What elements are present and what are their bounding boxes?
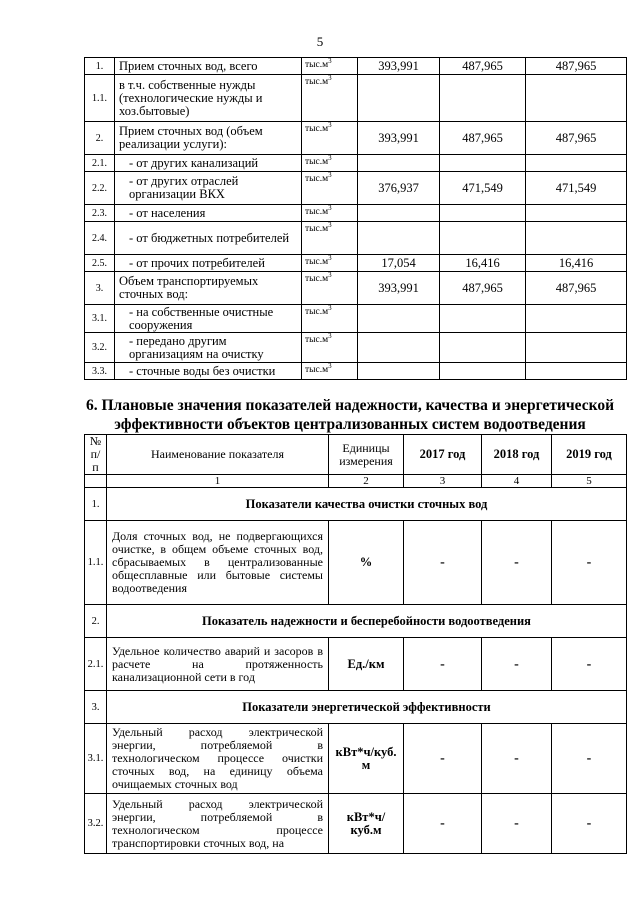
unit-text: тыс.м: [305, 77, 329, 87]
row-number: 1.1.: [85, 521, 107, 605]
value-cell-2: 471,549: [440, 172, 526, 205]
header-year-2: 2018 год: [482, 435, 552, 475]
row-unit: [302, 305, 358, 333]
section-number: 2.: [85, 605, 107, 638]
row-number: 2.5.: [85, 255, 115, 272]
row-unit: [302, 122, 358, 155]
header-name: Наименование показателя: [107, 435, 329, 475]
unit-text: тыс.м: [305, 257, 329, 267]
value-cell-3: [526, 305, 627, 333]
year-value-3: -: [552, 794, 627, 854]
row-name: - от других отраслей организации ВКХ: [115, 172, 302, 205]
table-row: [85, 172, 627, 205]
year-value-3: -: [552, 521, 627, 605]
year-value-3: -: [552, 724, 627, 794]
table-row: [85, 305, 627, 333]
year-value-1: -: [404, 794, 482, 854]
value-cell-2: 16,416: [440, 255, 526, 272]
indicator-unit: %: [329, 521, 404, 605]
unit-text: тыс.м: [305, 124, 329, 134]
unit-superscript: 3: [328, 153, 332, 162]
value-cell-3: [526, 363, 627, 380]
value-cell-1: [358, 205, 440, 222]
section-heading-line-2: эффективности объектов централизованных систем водоотведения: [114, 416, 586, 433]
value-cell-2: [440, 222, 526, 255]
column-number: 2: [329, 475, 404, 488]
value-cell-2: [440, 305, 526, 333]
year-value-2: -: [482, 724, 552, 794]
row-name: - от других канализаций: [115, 155, 302, 172]
section-row: [85, 691, 627, 724]
value-cell-3: 471,549: [526, 172, 627, 205]
section-title: Показатели энергетической эффективности: [107, 691, 627, 724]
table-row: [85, 724, 627, 794]
row-number: 2.1.: [85, 155, 115, 172]
indicator-unit: кВт*ч/куб. м: [329, 724, 404, 794]
year-value-1: -: [404, 724, 482, 794]
row-name: Объем транспортируемых сточных вод:: [115, 272, 302, 305]
section-number: 3.: [85, 691, 107, 724]
value-cell-3: [526, 75, 627, 122]
table-row: [85, 75, 627, 122]
row-name: - передано другим организациям на очистку: [115, 333, 302, 363]
row-number: 3.: [85, 272, 115, 305]
value-cell-1: 376,937: [358, 172, 440, 205]
table-row: [85, 794, 627, 854]
table-row: [85, 363, 627, 380]
unit-text: тыс.м: [305, 307, 329, 317]
section-title: Показатели качества очистки сточных вод: [107, 488, 627, 521]
section-heading: [70, 396, 630, 434]
value-cell-3: 487,965: [526, 58, 627, 75]
unit-text: тыс.м: [305, 335, 329, 345]
section-heading-line-1: 6. Плановые значения показателей надежности, качества и энергетической: [85, 397, 615, 414]
row-number: 2.3.: [85, 205, 115, 222]
value-cell-1: [358, 305, 440, 333]
row-number: 3.2.: [85, 794, 107, 854]
table-row: [85, 255, 627, 272]
row-number: 2.: [85, 122, 115, 155]
row-name: - от прочих потребителей: [115, 255, 302, 272]
value-cell-2: [440, 333, 526, 363]
row-number: 2.1.: [85, 638, 107, 691]
year-value-2: -: [482, 521, 552, 605]
header-year-1: 2017 год: [404, 435, 482, 475]
indicators-table: [84, 434, 627, 854]
row-unit: [302, 222, 358, 255]
table-row: [85, 222, 627, 255]
value-cell-1: [358, 333, 440, 363]
indicator-description: Удельный расход электрической энергии, потребляемой в технологическом процессе очистки сточных вод, на единицу объема очищаемых сточных вод: [107, 724, 329, 794]
unit-superscript: 3: [328, 361, 332, 370]
year-value-1: -: [404, 521, 482, 605]
value-cell-1: [358, 222, 440, 255]
value-cell-2: 487,965: [440, 122, 526, 155]
unit-text: тыс.м: [305, 157, 329, 167]
column-number: 3: [404, 475, 482, 488]
row-unit: [302, 205, 358, 222]
value-cell-1: 393,991: [358, 122, 440, 155]
value-cell-3: [526, 222, 627, 255]
value-cell-1: [358, 155, 440, 172]
row-number: 3.3.: [85, 363, 115, 380]
header-unit: Единицы измерения: [329, 435, 404, 475]
section-row: [85, 605, 627, 638]
row-unit: [302, 333, 358, 363]
wastewater-volume-table: [84, 57, 627, 380]
row-unit: [302, 155, 358, 172]
column-number-empty: [85, 475, 107, 488]
row-name: - от населения: [115, 205, 302, 222]
table-row: [85, 638, 627, 691]
header-year-3: 2019 год: [552, 435, 627, 475]
value-cell-1: 393,991: [358, 272, 440, 305]
page-number: 5: [316, 34, 324, 49]
unit-superscript: 3: [328, 203, 332, 212]
row-name: Прием сточных вод, всего: [115, 58, 302, 75]
unit-text: тыс.м: [305, 60, 329, 70]
header-row: [85, 435, 627, 475]
row-number: 1.: [85, 58, 115, 75]
table-row: [85, 122, 627, 155]
unit-superscript: 3: [328, 170, 332, 179]
table-row: [85, 155, 627, 172]
row-unit: [302, 272, 358, 305]
section-row: [85, 488, 627, 521]
indicator-unit: кВт*ч/куб.м: [329, 794, 404, 854]
row-unit: [302, 172, 358, 205]
column-number: 4: [482, 475, 552, 488]
unit-superscript: 3: [328, 220, 332, 229]
unit-superscript: 3: [328, 56, 332, 65]
value-cell-3: [526, 155, 627, 172]
unit-superscript: 3: [328, 303, 332, 312]
unit-superscript: 3: [328, 73, 332, 82]
section-number: 1.: [85, 488, 107, 521]
year-value-3: -: [552, 638, 627, 691]
value-cell-3: [526, 205, 627, 222]
row-unit: [302, 58, 358, 75]
row-name: Прием сточных вод (объем реализации услуги):: [115, 122, 302, 155]
indicator-unit: Ед./км: [329, 638, 404, 691]
unit-text: тыс.м: [305, 207, 329, 217]
value-cell-2: [440, 363, 526, 380]
row-number: 2.2.: [85, 172, 115, 205]
column-number-row: [85, 475, 627, 488]
row-number: 3.1.: [85, 305, 115, 333]
table-row: [85, 205, 627, 222]
unit-text: тыс.м: [305, 224, 329, 234]
value-cell-2: 487,965: [440, 272, 526, 305]
unit-text: тыс.м: [305, 274, 329, 284]
row-number: 2.4.: [85, 222, 115, 255]
indicator-description: Удельный расход электрической энергии, потребляемой в технологическом процессе транспортировки сточных вод, на: [107, 794, 329, 854]
row-number: 1.1.: [85, 75, 115, 122]
row-name: - сточные воды без очистки: [115, 363, 302, 380]
section-title: Показатель надежности и бесперебойности водоотведения: [107, 605, 627, 638]
unit-text: тыс.м: [305, 365, 329, 375]
table-row: [85, 58, 627, 75]
row-unit: [302, 75, 358, 122]
unit-superscript: 3: [328, 270, 332, 279]
header-num: № п/п: [85, 435, 107, 475]
value-cell-1: [358, 75, 440, 122]
row-name: - на собственные очистные сооружения: [115, 305, 302, 333]
unit-superscript: 3: [328, 253, 332, 262]
value-cell-3: 487,965: [526, 122, 627, 155]
table-row: [85, 521, 627, 605]
unit-superscript: 3: [328, 331, 332, 340]
row-unit: [302, 255, 358, 272]
year-value-2: -: [482, 794, 552, 854]
value-cell-1: 393,991: [358, 58, 440, 75]
year-value-1: -: [404, 638, 482, 691]
value-cell-3: 16,416: [526, 255, 627, 272]
row-name: в т.ч. собственные нужды (технологические нужды и хоз.бытовые): [115, 75, 302, 122]
value-cell-1: [358, 363, 440, 380]
year-value-2: -: [482, 638, 552, 691]
value-cell-2: [440, 155, 526, 172]
value-cell-2: 487,965: [440, 58, 526, 75]
column-number: 1: [107, 475, 329, 488]
column-number: 5: [552, 475, 627, 488]
value-cell-3: [526, 333, 627, 363]
indicator-description: Доля сточных вод, не подвергающихся очистке, в общем объеме сточных вод, сбрасываемых в централизованные общесплавные или бытовые системы водоотведения: [107, 521, 329, 605]
row-unit: [302, 363, 358, 380]
indicator-description: Удельное количество аварий и засоров в расчете на протяженность канализационной сети в год: [107, 638, 329, 691]
table-row: [85, 333, 627, 363]
row-number: 3.1.: [85, 724, 107, 794]
table-row: [85, 272, 627, 305]
row-name: - от бюджетных потребителей: [115, 222, 302, 255]
unit-text: тыс.м: [305, 174, 329, 184]
value-cell-2: [440, 205, 526, 222]
unit-superscript: 3: [328, 120, 332, 129]
value-cell-2: [440, 75, 526, 122]
row-number: 3.2.: [85, 333, 115, 363]
value-cell-3: 487,965: [526, 272, 627, 305]
value-cell-1: 17,054: [358, 255, 440, 272]
